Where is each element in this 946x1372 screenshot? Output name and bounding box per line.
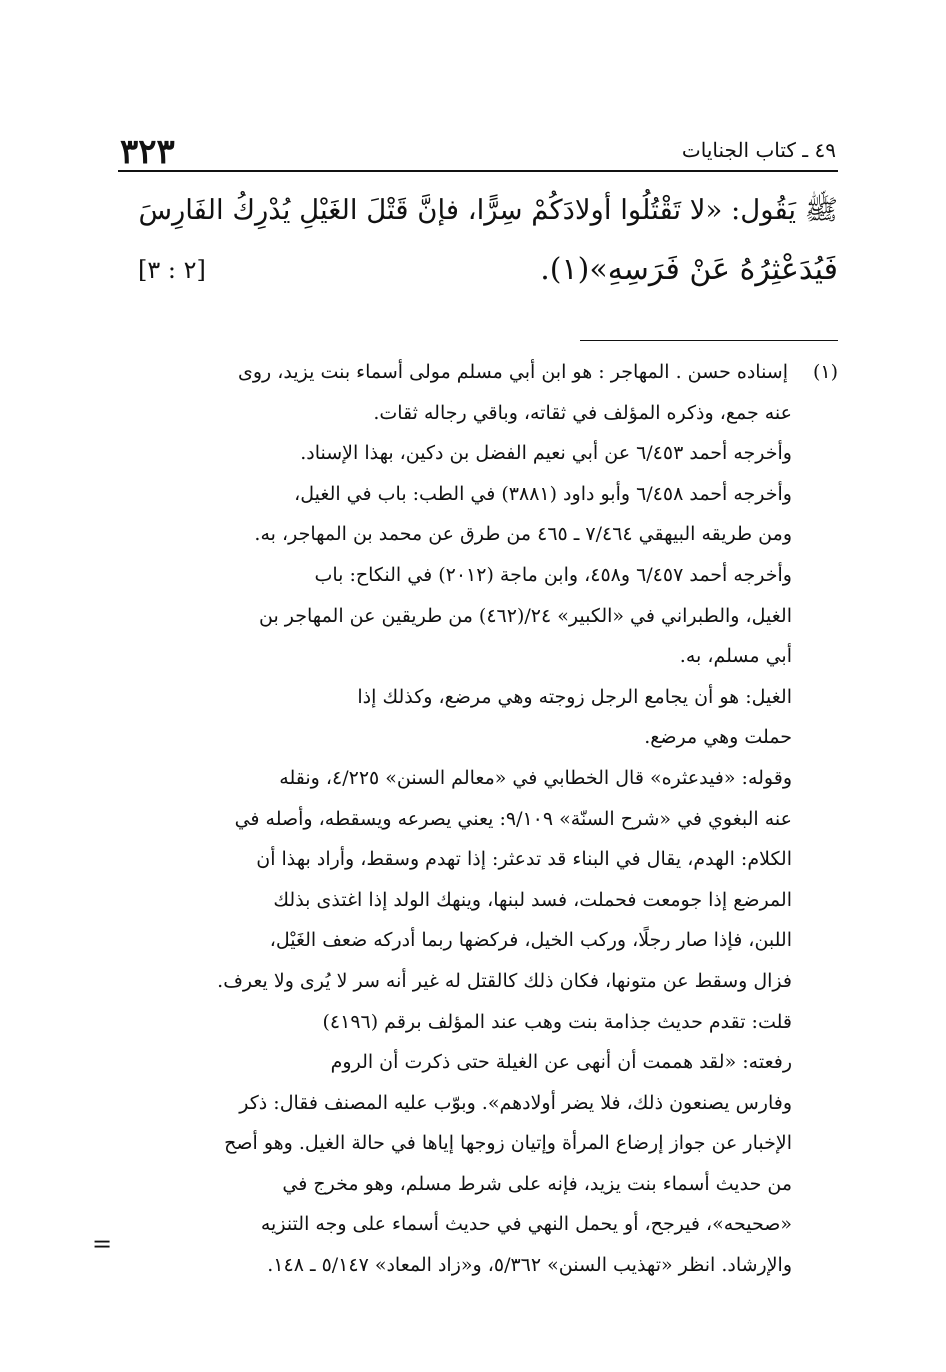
reference-marker: [٢ : ٣] [138,256,206,284]
footnote-line: وأخرجه أحمد ٦/٤٥٣ عن أبي نعيم الفضل بن دكين، بهذا الإسناد. [300,442,792,465]
footnote-line: حملت وهي مرضع. [644,726,792,749]
footnote-line: وأخرجه أحمد ٦/٤٥٨ وأبو داود (٣٨٨١) في الطب: باب في الغيل، [294,482,792,505]
main-text [130,180,838,300]
footnote-line: الإخبار عن جواز إرضاع المرأة وإتيان زوجها إياها في حالة الغيل. وهو أصح [224,1132,792,1155]
footnote-line: ومن طريقه البيهقي ٧/٤٦٤ ـ ٤٦٥ من طرق عن محمد بن المهاجر، به. [254,523,792,546]
footnotes [130,352,838,1286]
header-rule [118,170,838,172]
footnote-line: «صحيحه»، فيرجح، أو يحمل النهي في حديث أسماء على وجه التنزيه [260,1213,792,1236]
footnote-line: وقوله: «فيدعثره» قال الخطابي في «معالم السنن» ٤/٢٢٥، ونقله [279,766,792,789]
footnote-number: (١) [812,361,838,383]
footnote-line: الغيل، والطبراني في «الكبير» ٢٤/(٤٦٢) من طريقين عن المهاجر بن [259,604,792,627]
footnote-line: من حديث أسماء بنت يزيد، فإنه على شرط مسلم، وهو مخرج في [282,1172,792,1195]
footnote-line: المرضع إذا جومعت فحملت، فسد لبنها، وينهك الولد إذا اغتذى بذلك [273,888,792,911]
footnote-line: وأخرجه أحمد ٦/٤٥٧ و٤٥٨، وابن ماجة (٢٠١٢) في النكاح: باب [314,563,792,586]
footnote-line: فزال وسقط عن متونها، فكان ذلك كالقتل له غير أنه سر لا يُرى ولا يعرف. [217,969,792,992]
footnote-line: وفارس يصنعون ذلك، فلا يضر أولادهم». وبوّب عليه المصنف فقال: ذكر [239,1091,792,1114]
footnote-rule [580,340,838,341]
running-title: ٤٩ ـ كتاب الجنايات [681,138,836,162]
footnote-line: قلت: تقدم حديث جذامة بنت وهب عند المؤلف برقم (٤١٩٦) [322,1010,792,1033]
main-line-2: فَيُدَعْثِرُهُ عَنْ فَرَسِهِ»(١). [540,252,838,287]
page-number: ٣٢٣ [120,132,175,172]
footnote-line: (١)إسناده حسن . المهاجر : هو ابن أبي مسلم مولى أسماء بنت يزيد، روى [130,352,838,393]
main-line-1: ﷺ يَقُول: «لا تَقْتُلُوا أولادَكُمْ سِرًّا، فإنَّ قَتْلَ الغَيْلِ يُدْرِكُ الفَارِسَ [138,194,838,226]
footnote-line: والإرشاد. انظر «تهذيب السنن» ٥/٣٦٢، و«زاد المعاد» ٥/١٤٧ ـ ١٤٨. [267,1254,792,1277]
footnote-line: رفعته: «لقد هممت أن أنهى عن الغيلة حتى ذكرت أن الروم [330,1051,792,1074]
footnote-line: عنه البغوي في «شرح السنّة» ٩/١٠٩: يعني يصرعه ويسقطه، وأصله في [234,807,792,830]
continuation-mark: = [92,1230,113,1258]
footnote-line: عنه جمع، وذكره المؤلف في ثقاته، وباقي رجاله ثقات. [373,401,792,424]
footnote-line: أبي مسلم، به. [679,645,792,668]
footnote-line: الغيل: هو أن يجامع الرجل زوجته وهي مرضع، وكذلك إذا [357,685,792,708]
footnote-line: اللبن، فإذا صار رجلًا، وركب الخيل، فركضها ربما أدركه ضعف الغَيْل، [269,929,792,952]
footnote-line: الكلام: الهدم، يقال في البناء قد تدعثر: إذا تهدم وسقط، وأراد بهذا أن [256,848,792,871]
